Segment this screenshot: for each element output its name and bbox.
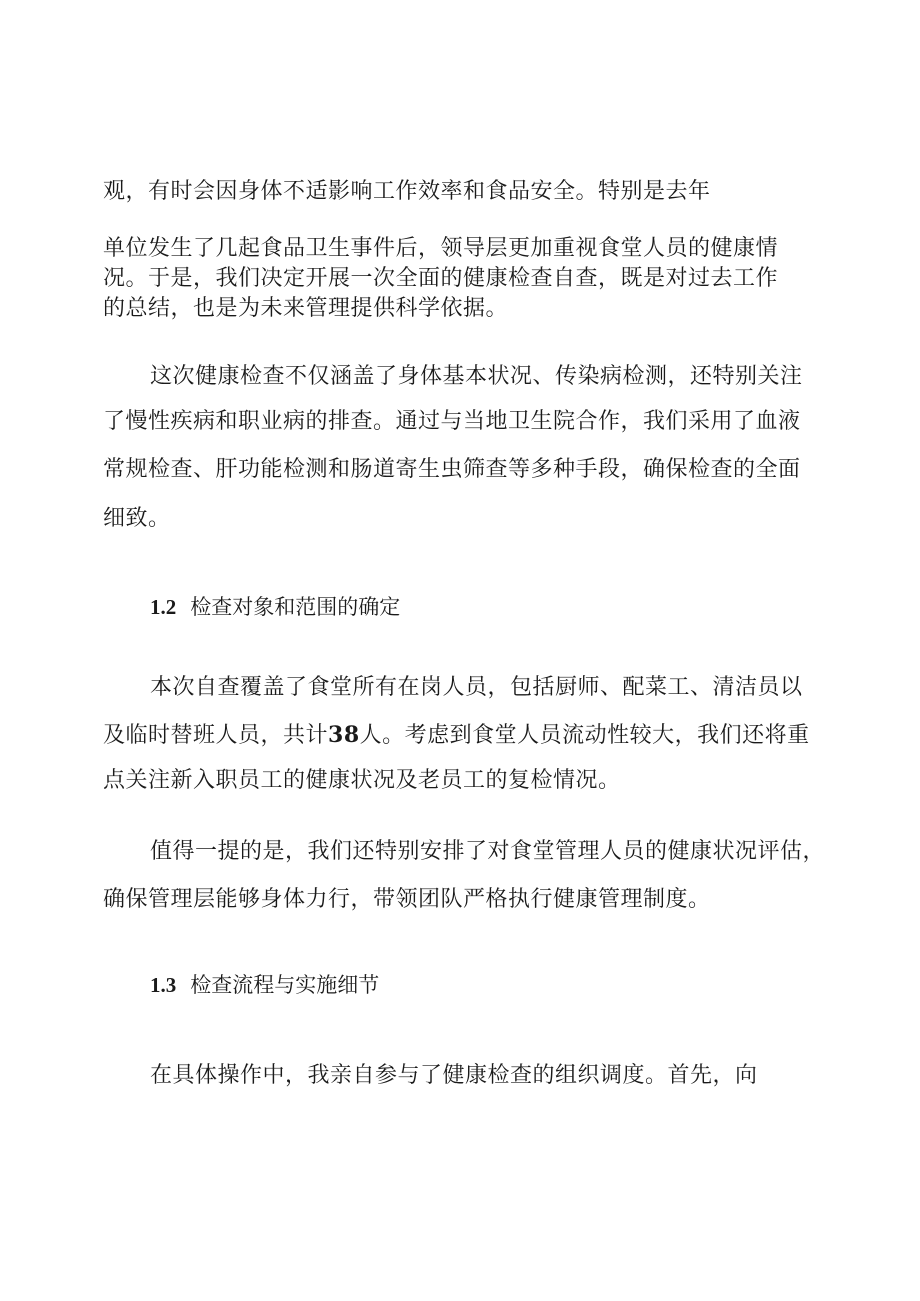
- text-segment: 人。考虑到食堂人员流动性较大，我们还将重: [359, 723, 810, 748]
- paragraph-line: 值得一提的是，我们还特别安排了对食堂管理人员的健康状况评估，: [150, 839, 826, 864]
- paragraph-line: 本次自查覆盖了食堂所有在岗人员，包括厨师、配菜工、清洁员以: [150, 675, 803, 700]
- section-heading-1-3: [150, 970, 379, 1000]
- text-segment: 及临时替班人员，共计: [103, 723, 329, 748]
- paragraph-line: 单位发生了几起食品卫生事件后，领导层更加重视食堂人员的健康情: [103, 236, 779, 261]
- section-heading-1-2: [150, 592, 400, 622]
- paragraph-line: 观，有时会因身体不适影响工作效率和食品安全。特别是去年: [103, 179, 711, 204]
- paragraph-line: 细致。: [103, 506, 171, 531]
- paragraph-line: 在具体操作中，我亲自参与了健康检查的组织调度。首先，向: [150, 1063, 758, 1088]
- section-title: 检查对象和范围的确定: [190, 595, 401, 619]
- paragraph-line: 常规检查、肝功能检测和肠道寄生虫筛查等多种手段，确保检查的全面: [103, 457, 801, 482]
- paragraph-line: 的总结，也是为未来管理提供科学依据。: [103, 296, 509, 321]
- section-number: 1.2: [150, 595, 177, 619]
- section-title: 检查流程与实施细节: [190, 973, 380, 997]
- section-number: 1.3: [150, 973, 177, 997]
- paragraph-line: 点关注新入职员工的健康状况及老员工的复检情况。: [103, 768, 621, 793]
- headcount-number: 38: [328, 722, 360, 748]
- paragraph-line: 确保管理层能够身体力行，带领团队严格执行健康管理制度。: [103, 887, 711, 912]
- paragraph-line: [103, 720, 810, 751]
- paragraph-line: 了慢性疾病和职业病的排查。通过与当地卫生院合作，我们采用了血液: [103, 409, 801, 434]
- paragraph-line: 况。于是，我们决定开展一次全面的健康检查自查，既是对过去工作: [103, 266, 779, 291]
- paragraph-line: 这次健康检查不仅涵盖了身体基本状况、传染病检测，还特别关注: [150, 364, 803, 389]
